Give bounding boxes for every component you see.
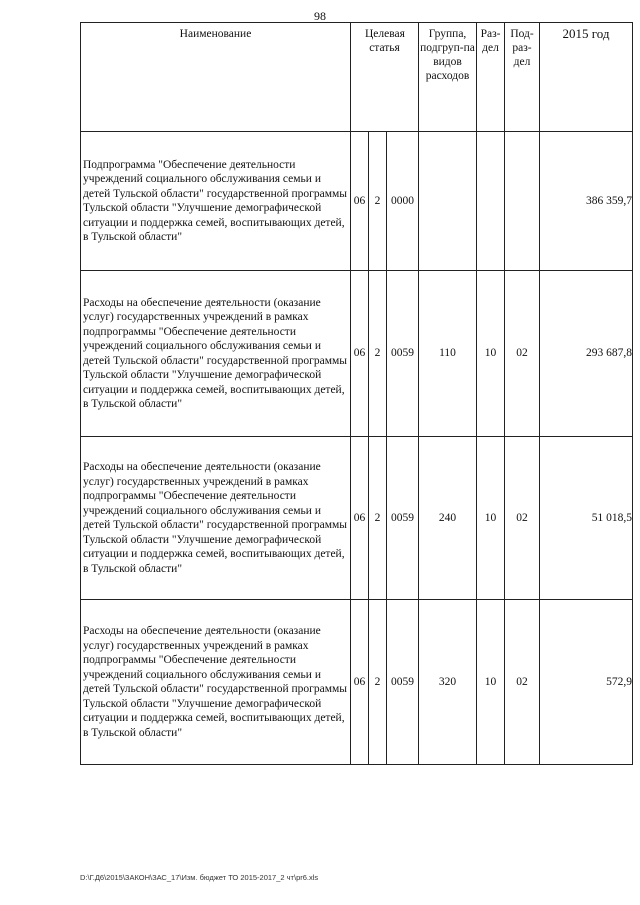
row-subsection: 02 [505,271,540,437]
row-amount: 386 359,7 [540,132,633,271]
row-cs2: 2 [369,437,387,600]
row-cs1: 06 [351,132,369,271]
row-cs2: 2 [369,271,387,437]
row-cs3: 0059 [387,271,419,437]
row-group: 240 [419,437,477,600]
row-subsection: 02 [505,600,540,765]
header-year: 2015 год [540,23,633,132]
row-cs2: 2 [369,132,387,271]
row-cs3: 0000 [387,132,419,271]
row-section: 10 [477,271,505,437]
table-row [81,600,633,765]
row-group: 320 [419,600,477,765]
row-name: Подпрограмма "Обеспечение деятельности учреждений социального обслуживания семьи и детей Тульской области" государственной программы Тульской области "Улучшение демографической ситуации и поддержка семей, воспитывающих детей, в Тульской области" [81,132,351,271]
row-name: Расходы на обеспечение деятельности (оказание услуг) государственных учреждений в рамках подпрограммы "Обеспечение деятельности учреждений социального обслуживания семьи и детей Тульской области" государственной программы Тульской области "Улучшение демографической ситуации и поддержка семей, воспитывающих детей, в Тульской области" [81,437,351,600]
row-cs2: 2 [369,600,387,765]
header-subsection: Под-раз-дел [505,23,540,132]
row-cs1: 06 [351,271,369,437]
header-group: Группа, подгруп-па видов расходов [419,23,477,132]
row-group: 110 [419,271,477,437]
row-section: 10 [477,600,505,765]
budget-table [80,22,633,765]
header-row [81,23,633,132]
table-row [81,271,633,437]
row-cs3: 0059 [387,600,419,765]
table-row [81,132,633,271]
header-section: Раз-дел [477,23,505,132]
header-name: Наименование [81,23,351,132]
row-cs1: 06 [351,437,369,600]
row-name: Расходы на обеспечение деятельности (оказание услуг) государственных учреждений в рамках подпрограммы "Обеспечение деятельности учреждений социального обслуживания семьи и детей Тульской области" государственной программы Тульской области "Улучшение демографической ситуации и поддержка семей, воспитывающих детей, в Тульской области" [81,600,351,765]
row-name: Расходы на обеспечение деятельности (оказание услуг) государственных учреждений в рамках подпрограммы "Обеспечение деятельности учреждений социального обслуживания семьи и детей Тульской области" государственной программы Тульской области "Улучшение демографической ситуации и поддержка семей, воспитывающих детей, в Тульской области" [81,271,351,437]
row-amount: 51 018,5 [540,437,633,600]
row-amount: 572,9 [540,600,633,765]
row-section [477,132,505,271]
header-target-article [351,23,419,132]
file-path-footer: D:\Г.Д6\2015\ЗАКОН\ЗАС_17\Изм. бюджет ТО 2015-2017_2 чт\pr6.xls [80,873,319,882]
table-row [81,437,633,600]
header-target-article-text: Целевая статья [365,28,405,54]
page-number: 98 [314,9,326,23]
row-group [419,132,477,271]
row-section: 10 [477,437,505,600]
row-amount: 293 687,8 [540,271,633,437]
row-subsection [505,132,540,271]
row-cs3: 0059 [387,437,419,600]
row-cs1: 06 [351,600,369,765]
row-subsection: 02 [505,437,540,600]
